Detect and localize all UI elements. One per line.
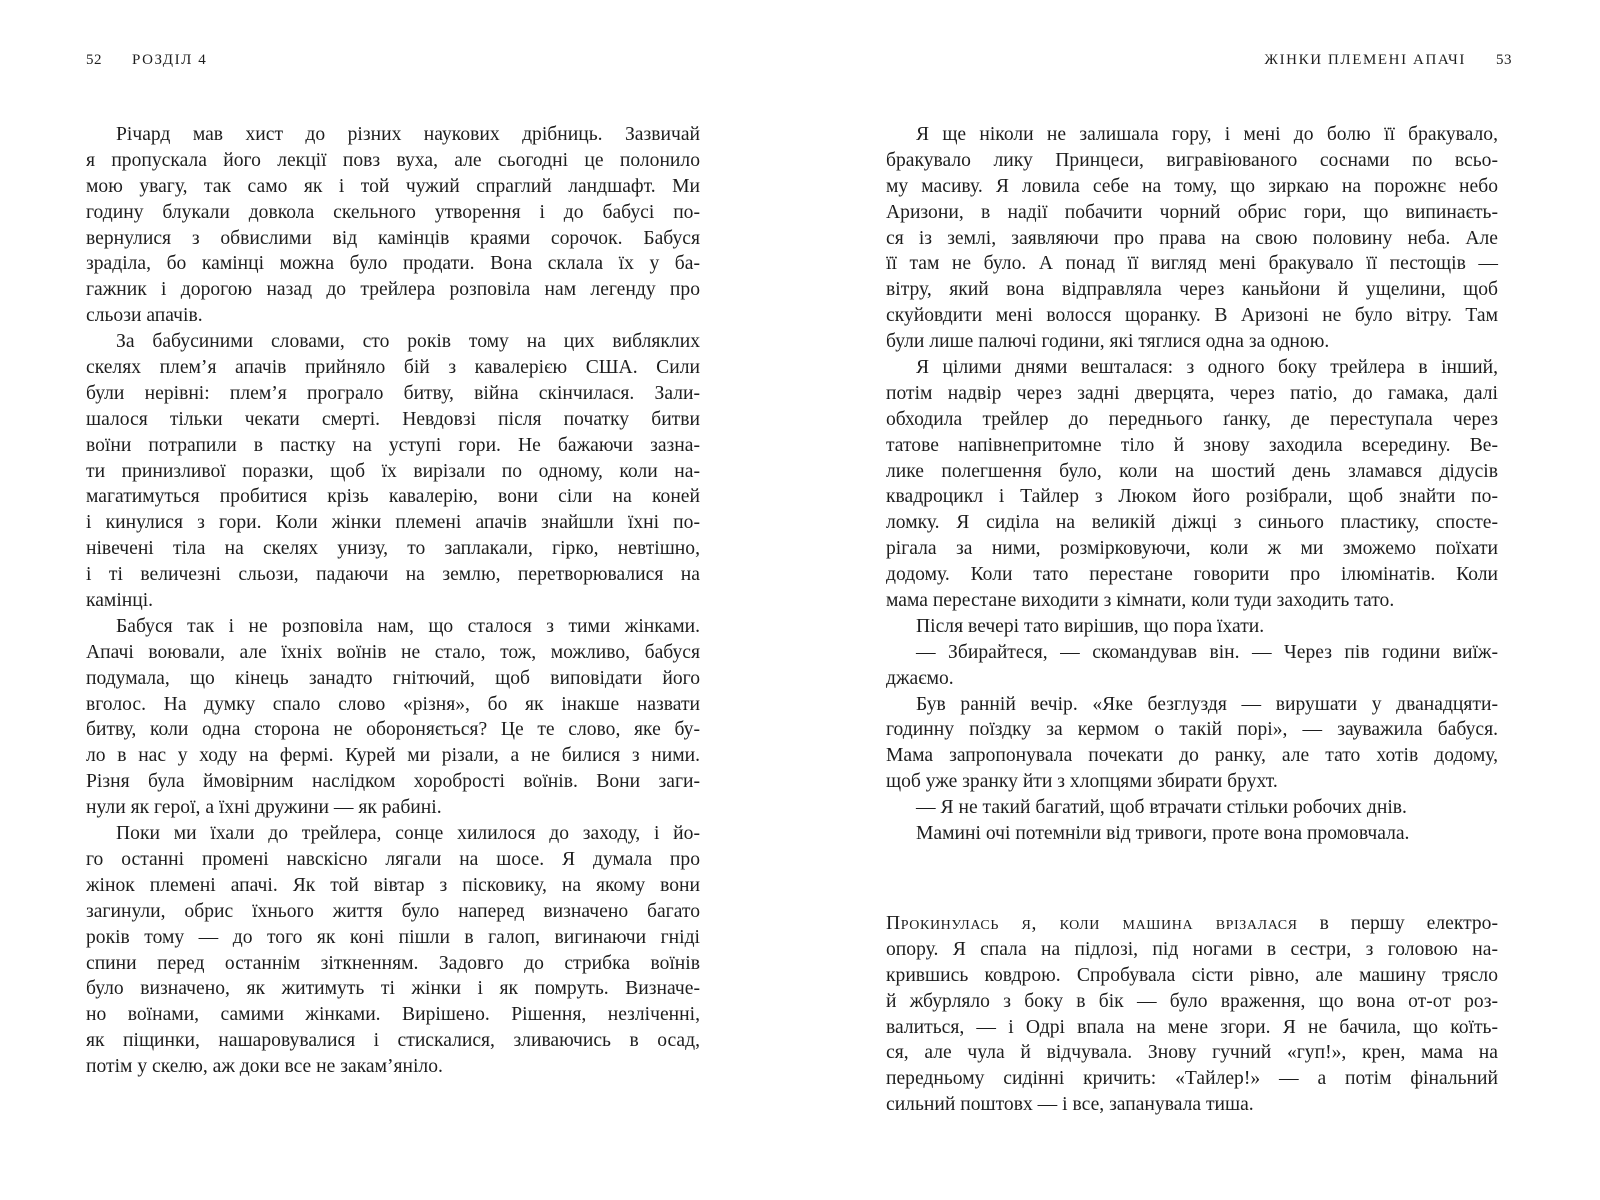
paragraph-line: рігала за ними, розмірковуючи, коли ж ми зможемо поїхати — [886, 538, 1498, 560]
paragraph-line: було визначено, як житимуть ті жінки і як помруть. Визначе- — [86, 978, 700, 1000]
paragraph-line: щоб уже зранку йти з хлопцями збирати брухт. — [886, 771, 1278, 793]
right-paragraphs — [886, 122, 1498, 847]
paragraph-line: Я ще ніколи не залишала гору, і мені до болю її бракувало, — [916, 124, 1498, 145]
paragraph-line: ся, але чула й відчувала. Знову гучний «гуп!», крен, мама на — [886, 1042, 1498, 1064]
paragraph — [86, 329, 700, 614]
paragraph-line: годинну поїздку за кермом о такій порі», — зауважила бабуся. — [886, 719, 1498, 741]
paragraph-line: ся із землі, заявляючи про права на свою половину неба. Але — [886, 227, 1498, 249]
paragraph — [886, 614, 1498, 640]
paragraph-line: додому. Коли тато перестане говорити про ілюмінатів. Коли — [886, 564, 1498, 586]
paragraph-line: ти принизливої поразки, щоб їх вирізали по одному, коли на- — [86, 460, 700, 482]
paragraph-line: валиться, — і Одрі впала на мене згори. Я не бачила, що коїть- — [886, 1016, 1498, 1038]
chapter-header: РОЗДІЛ 4 — [132, 52, 208, 68]
paragraph-line: років тому — до того як коні пішли в галоп, вигинаючи гніді — [86, 926, 700, 948]
paragraph-line: лике полегшення було, коли на шостий день зламався дідусів — [886, 460, 1498, 482]
paragraph-line: передньому сидінні кричить: «Тайлер!» — а потім фінальний — [886, 1068, 1498, 1090]
paragraph — [886, 795, 1498, 821]
right-page — [800, 0, 1600, 1200]
paragraph-line: бракувало лику Принцеси, вигравіюваного соснами по всьо- — [886, 149, 1498, 171]
paragraph — [886, 821, 1498, 847]
paragraph-line: За бабусиними словами, сто років тому на цих вибляклих — [116, 331, 700, 353]
paragraph-line: му масиву. Я ловила себе на тому, що зиркаю на порожнє небо — [886, 175, 1498, 197]
paragraph-line: скелях плем’я апачів прийняло бій з кавалерією США. Сили — [86, 357, 700, 379]
paragraph-line: джаємо. — [886, 667, 954, 689]
paragraph-line: опору. Я спала на підлозі, під ногами в сестри, з головою на- — [886, 938, 1498, 960]
paragraph-line: сильний поштовх — і все, запанувала тиша. — [886, 1094, 1254, 1116]
paragraph-line: були нерівні: плем’я програло битву, війна скінчилася. Зали- — [86, 382, 700, 404]
paragraph-line: я пропускала його лекції повз вуха, але сьогодні це полонило — [86, 149, 700, 171]
paragraph-line: й жбурляло з боку в бік — було враження, що вона от-от роз- — [886, 990, 1498, 1012]
paragraph-line: ломку. Я сиділа на великій діжці з синього пластику, спосте- — [886, 512, 1498, 534]
paragraph-line: нівечені тіла на скелях унизу, то заплакали, гірко, невтішно, — [86, 538, 700, 560]
paragraph-line: камінці. — [86, 590, 154, 612]
paragraph — [86, 614, 700, 821]
section-lead-in: Прокинулась я, коли машина врізалася — [886, 912, 1298, 934]
paragraph-line: нули як герої, а їхні дружини — як рабині. — [86, 797, 442, 819]
section-two-paragraph — [886, 911, 1498, 1118]
paragraph-line: Поки ми їхали до трейлера, сонце хилилося до заходу, і йо- — [116, 823, 700, 845]
paragraph-line: Я цілими днями вешталася: з одного боку трейлера в інший, — [916, 357, 1498, 379]
paragraph-line: Бабуся так і не розповіла нам, що сталося з тими жінками. — [116, 615, 700, 637]
paragraph-line: годину блукали довкола скельного утворення і до бабусі по- — [86, 201, 700, 223]
paragraph-line: жінок племені апачі. Як той вівтар з пісковику, на якому вони — [86, 874, 700, 896]
paragraph-line: Мама запропонувала почекати до ранку, але тато хотів додому, — [886, 745, 1498, 767]
paragraph-line: були лише палючі години, які тяглися одна за одною. — [886, 331, 1330, 353]
paragraph — [886, 692, 1498, 796]
paragraph-line: мою увагу, так само як і той чужий спраглий ландшафт. Ми — [86, 175, 700, 197]
page-number-left: 52 — [86, 52, 102, 68]
page-number-right: 53 — [1496, 52, 1512, 68]
section-two-lines — [886, 937, 1498, 1118]
paragraph-line: Мамині очі потемніли від тривоги, проте вона промовчала. — [916, 823, 1410, 845]
paragraph — [886, 122, 1498, 355]
paragraph-line: но воїнами, самими жінками. Вирішено. Рішення, незліченні, — [86, 1004, 700, 1026]
paragraph-line: шалося тільки чекати смерті. Невдовзі після початку битви — [86, 408, 700, 430]
paragraph — [886, 640, 1498, 692]
paragraph-line: обходила трейлер до переднього ґанку, де переступала через — [886, 408, 1498, 430]
paragraph-line — [886, 911, 1498, 937]
paragraph-line: загинули, обрис їхнього життя було наперед визначено багато — [86, 900, 700, 922]
paragraph-line: Був ранній вечір. «Яке безглуздя — вирушати у дванадцяти- — [916, 693, 1498, 715]
paragraph-line: вернулися з обвислими від камінців краями сорочок. Бабуся — [86, 227, 700, 249]
paragraph-line: магатимуться пробитися крізь кавалерію, вони сіли на коней — [86, 486, 700, 508]
paragraph-line: — Збирайтеся, — скомандував він. — Через пів години виїж- — [916, 641, 1498, 663]
paragraph-line: Аризони, в надії побачити чорний обрис гори, що випинаєть- — [886, 201, 1498, 223]
paragraph-line: вітру, який вона відправляла через каньйони й ущелини, щоб — [886, 279, 1498, 301]
paragraph-line: мама перестане виходити з кімнати, коли туди заходить тато. — [886, 590, 1395, 612]
paragraph-line: подумала, що кінець занадто гнітючий, щоб виповідати його — [86, 667, 700, 689]
paragraph-line: потім у скелю, аж доки все не закам’яніло. — [86, 1056, 443, 1078]
paragraph-line: квадроцикл і Тайлер з Люком його розібрали, щоб знайти по- — [886, 486, 1498, 508]
paragraph-line: вголос. На думку спало слово «різня», бо як інакше назвати — [86, 693, 700, 715]
paragraph-line: потім надвір через задні дверцята, через патіо, до гамака, далі — [886, 382, 1498, 404]
right-body-text — [886, 122, 1498, 1118]
paragraph-line: татове напівнепритомне тіло й знову заходила всередину. Ве- — [886, 434, 1498, 456]
paragraph-line: гажник і дорогою назад до трейлера розповіла нам легенду про — [86, 279, 700, 301]
paragraph-line: і кинулися з гори. Коли жінки племені апачів знайшли їхні по- — [86, 512, 700, 534]
paragraph-line: битву, коли одна сторона не обороняється? Це те слово, яке бу- — [86, 719, 700, 741]
paragraph-line: зраділа, бо камінці можна було продати. Вона склала їх у ба- — [86, 253, 700, 275]
paragraph-line: і ті величезні сльози, падаючи на землю, перетворювалися на — [86, 564, 700, 586]
paragraph-line: го останні промені навскісно лягали на шосе. Я думала про — [86, 848, 700, 870]
paragraph-line: Апачі воювали, але їхніх воїнів не стало, тож, можливо, бабуся — [86, 641, 700, 663]
paragraph-line: сльози апачів. — [86, 305, 203, 327]
paragraph-line: Річард мав хист до різних наукових дрібниць. Зазвичай — [116, 124, 700, 145]
paragraph-line: скуйовдити мені волосся щоранку. В Аризоні не було вітру. Там — [886, 305, 1498, 327]
paragraph-line: воїни потрапили в пастку на уступі гори. Не бажаючи зазна- — [86, 434, 700, 456]
paragraph-line: як піщинки, нашаровувалися і стискалися, зливаючись в осад, — [86, 1030, 700, 1052]
paragraph-line: Різня була ймовірним наслідком хоробрості воїнів. Вони заги- — [86, 771, 700, 793]
right-running-head — [1265, 50, 1512, 70]
section-header: ЖІНКИ ПЛЕМЕНІ АПАЧІ — [1264, 52, 1466, 68]
left-body-text — [86, 122, 700, 1080]
paragraph-line: спини перед останнім зіткненням. Задовго до стрибка воїнів — [86, 952, 700, 974]
paragraph-line: Після вечері тато вирішив, що пора їхати. — [916, 615, 1265, 637]
paragraph-line: — Я не такий багатий, щоб втрачати стільки робочих днів. — [916, 797, 1407, 819]
section-lead-rest: в першу електро- — [1297, 912, 1498, 934]
paragraph — [86, 122, 700, 329]
paragraph — [86, 821, 700, 1080]
left-running-head — [86, 50, 207, 70]
paragraph-line: її там не було. А понад її вигляд мені бракувало її пестощів — — [886, 253, 1498, 275]
paragraph-line: ло в нас у ходу на фермі. Курей ми різали, а не билися з ними. — [86, 745, 700, 767]
paragraph — [886, 355, 1498, 614]
paragraph-line: крившись ковдрою. Спробувала сісти рівно, але машину трясло — [886, 964, 1498, 986]
section-break — [886, 847, 1498, 911]
